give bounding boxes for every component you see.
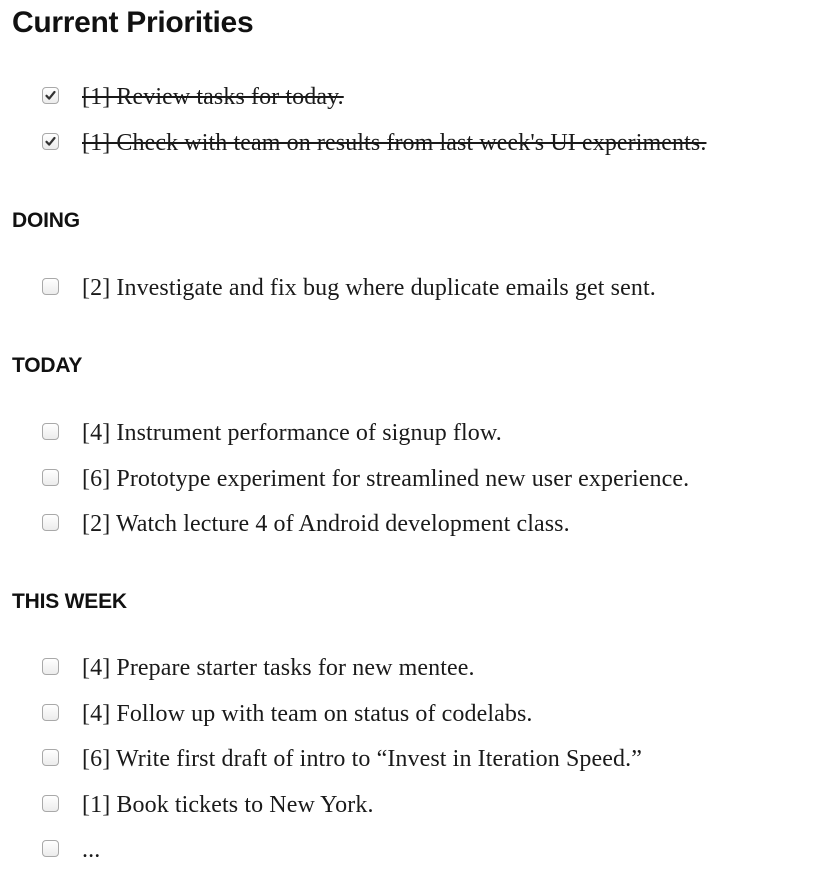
task-item	[42, 502, 812, 548]
task-item	[42, 783, 812, 829]
task-checkbox[interactable]	[42, 278, 59, 295]
task-label: [6] Write first draft of intro to “Invest in Iteration Speed.”	[82, 746, 642, 773]
task-item	[42, 411, 812, 457]
task-item	[42, 692, 812, 738]
task-checkbox[interactable]	[42, 469, 59, 486]
task-label: ...	[82, 837, 101, 864]
today-task-list	[42, 411, 812, 548]
task-item	[42, 646, 812, 692]
section-heading-doing: DOING	[12, 209, 80, 232]
task-label: [1] Review tasks for today.	[82, 84, 344, 111]
task-label: [4] Prepare starter tasks for new mentee.	[82, 655, 475, 682]
task-item	[42, 737, 812, 783]
done-task-list	[42, 75, 812, 166]
task-item	[42, 266, 812, 312]
task-checkbox[interactable]	[42, 87, 59, 104]
this-week-task-list	[42, 646, 812, 874]
doing-task-list	[42, 266, 812, 312]
task-label: [1] Check with team on results from last week's UI experiments.	[82, 129, 707, 156]
task-label: [1] Book tickets to New York.	[82, 791, 374, 818]
task-label: [2] Investigate and fix bug where duplicate emails get sent.	[82, 275, 656, 302]
task-checkbox[interactable]	[42, 704, 59, 721]
task-item	[42, 121, 812, 167]
task-item	[42, 828, 812, 874]
task-item	[42, 75, 812, 121]
task-checkbox[interactable]	[42, 133, 59, 150]
task-checkbox[interactable]	[42, 514, 59, 531]
section-heading-today: TODAY	[12, 354, 83, 377]
section-heading-this-week: THIS WEEK	[12, 590, 127, 613]
task-item	[42, 457, 812, 503]
checkmark-icon	[44, 135, 57, 148]
task-checkbox[interactable]	[42, 423, 59, 440]
task-label: [4] Instrument performance of signup flow.	[82, 420, 502, 447]
checkmark-icon	[44, 89, 57, 102]
task-checkbox[interactable]	[42, 795, 59, 812]
task-label: [6] Prototype experiment for streamlined new user experience.	[82, 465, 690, 492]
task-label: [4] Follow up with team on status of codelabs.	[82, 700, 533, 727]
task-checkbox[interactable]	[42, 840, 59, 857]
task-checkbox[interactable]	[42, 658, 59, 675]
task-label: [2] Watch lecture 4 of Android development class.	[82, 511, 570, 538]
page-title: Current Priorities	[12, 6, 254, 39]
task-checkbox[interactable]	[42, 749, 59, 766]
